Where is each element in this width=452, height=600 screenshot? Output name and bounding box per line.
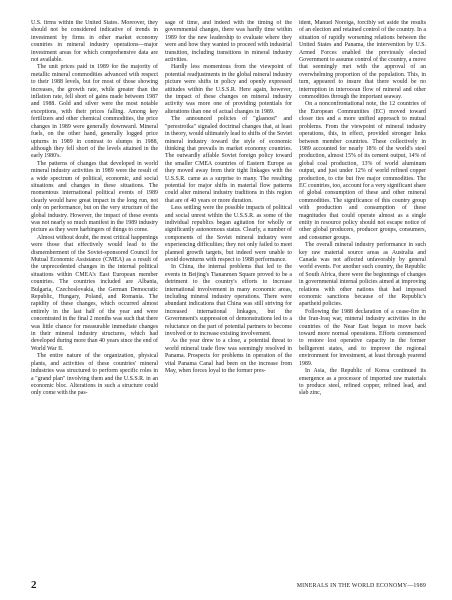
paragraph: The entire nature of the organization, physical plants, and activities of these countries' mineral industries was structured to perform specific roles in a "grand plan" involving them and the U.S.S.R. in an economic bloc. Alterations in such a structure could only come with the pas- xyxy=(31,353,158,397)
column-3 xyxy=(299,20,426,568)
paragraph: As the year drew to a close, a potential threat to world mineral trade flow was seemingly resolved in Panama. Prospects for problems in operation of the vital Panama Canal had been on the increase from May, when forces loyal to the former pres- xyxy=(165,338,292,375)
paragraph: The unit prices paid in 1989 for the majority of metallic mineral commodities advanced with respect to their 1988 levels, but for most of those showing increases, the growth rate, while greater than the inflation rate, fell short of gains made between 1987 and 1988. Gold and silver were the most notable exceptions, with their prices falling. Among key fertilizers and other chemical commodities, the price changes in 1989 were generally downward. Mineral fuels, on the other hand, generally logged price upturns in 1989 in contrast to slumps in 1988, although they fell short of the levels attained in the early 1980's. xyxy=(31,64,158,160)
column-1 xyxy=(31,20,158,568)
paragraph: Hardly less momentous from the viewpoint of potential readjustments in the global mineral industry picture were shifts in policy and openly expressed attitudes within the U.S.S.R. Here again, however, the impact of these changes on mineral industry activity was more one of providing potentials for alterations than one of actual changes in 1989. xyxy=(165,64,292,115)
paragraph: Less settling were the possible impacts of political and social unrest within the U.S.S.R. as some of the individual republics began agitation for wholly or significantly autonomous status. Clearly, a number of components of the Soviet mineral industry were experiencing difficulties; they not only failed to meet planned growth targets, but indeed were unable to avoid downturns with respect to 1988 performance. xyxy=(165,205,292,263)
paragraph: The patterns of changes that developed in world mineral industry activities in 1989 were the result of a wide spectrum of political, economic, and social situations and changes in these situations. The momentous international political events of 1989 clearly would have great impact in the long run, not only on performance, but on the very structure of the global industry. However, the impact of these events was not nearly so much manifest in the 1989 industry picture as they were harbingers of things to come. xyxy=(31,160,158,234)
column-2 xyxy=(165,20,292,568)
paragraph: sage of time, and indeed with the timing of the governmental changes, there was hardly time within 1989 for the new leadership to evaluate where they were and how they wanted to proceed with industrial transition, including transitions in mineral industry activities. xyxy=(165,20,292,64)
page-number: 2 xyxy=(31,579,37,591)
paragraph: The overall mineral industry performance in such key raw material source areas as Australia and Canada was not affected unfavorably by general world events. For another such country, the Republic of South Africa, there were the beginnings of changes in governmental internal policies aimed at improving relations with other nations that had imposed economic sanctions because of the Republic's apartheid policies. xyxy=(299,242,426,308)
paragraph: Almost without doubt, the most critical happenings were those that effectively would lead to the dismemberment of the Soviet-sponsored Council for Mutual Economic Assistance (CMEA) as a result of the unprecedented changes in the internal political situations within CMEA's East European member countries. The countries included are Albania, Bulgaria, Czechoslovakia, the German Democratic Republic, Hungary, Poland, and Romania. The rapidity of these changes, which occurred almost entirely in the last half of the year and were concentrated in the final 2 months was such that there was little chance for measurable immediate changes in their mineral industry structures, which had developed during more than 40 years since the end of World War II. xyxy=(31,234,158,352)
paragraph: On a nonconfrontational note, the 12 countries of the European Communities (EC) moved toward closer ties and a more unified approach to mutual problems. From the viewpoint of mineral industry operations, this, in effect, provided stronger links between member countries. These collectively in 1989 accounted for nearly 18% of the world's steel production, almost 15% of its cement output, 14% of global coal production, 13% of world aluminum output, and just under 12% of world refined copper production, to cite but five major commodities. The EC countries, too, account for a very significant share of global consumption of these and other mineral commodities. The significance of this country group with production and consumption of these magnitudes that could operate almost as a single entity in resource policy should not escape notice of other global producers, producer groups, consumers, and consumer groups. xyxy=(299,101,426,241)
text-columns xyxy=(31,20,426,568)
paragraph: ident, Manuel Noreiga, forcibly set aside the results of an election and retained control of the country. In a situation of rapidly worsening relations between the United States and Panama, the intervention by U.S. Armed Forces enabled the previously elected Government to assume control of the country, a move that seemingly met with the approval of an overwhelming proportion of the population. This, in turn, appeared to insure that there would be no interruption in interocean flow of mineral and other commodities through the important seaway. xyxy=(299,20,426,101)
paragraph: The announced policies of "glasnost" and "perestroika" signaled doctrinal changes that, at least in theory, would ultimately lead to shifts of the Soviet mineral industry toward the style of economic thinking that prevails in market economy countries. The outwardly affable Soviet foreign policy toward the smaller CMEA countries of Eastern Europe as they moved away from their tight linkages with the U.S.S.R. came as a surprise to many. The resulting potential for major shifts in material flow patterns could alter mineral industry traditions in this region that are of 40 years or more duration. xyxy=(165,116,292,204)
page-footer xyxy=(31,579,426,593)
paragraph: U.S. firms within the United States. Moreover, they should not be considered indicative of trends in investment by firms in other market economy countries in mineral industry operations—major investment areas for which comprehensive data are not available. xyxy=(31,20,158,64)
running-title: MINERALS IN THE WORLD ECONOMY—1989 xyxy=(296,583,426,589)
paragraph: In Asia, the Republic of Korea continued its emergence as a processor of imported raw materials to produce steel, refined copper, refined lead, and slab zinc, xyxy=(299,368,426,397)
paragraph: Following the 1988 declaration of a cease-fire in the Iran-Iraq war, mineral industry activities in the countries of the Near East began to move back toward more normal operations. Efforts commenced to restore lost operative capacity in the former belligerent states, and to improve the regional environment for investment, at least through yearend 1989. xyxy=(299,308,426,367)
paragraph: In China, the internal problems that led to the events in Beijing's Tiananmen Square proved to be a detriment to the country's efforts to increase international involvement in many economic areas, including mineral industry operations. There were abundant indications that China was still striving for increased international linkages, but the Government's suppression of demonstrations led to a reluctance on the part of potential partners to become involved or to increase existing involvement. xyxy=(165,264,292,338)
